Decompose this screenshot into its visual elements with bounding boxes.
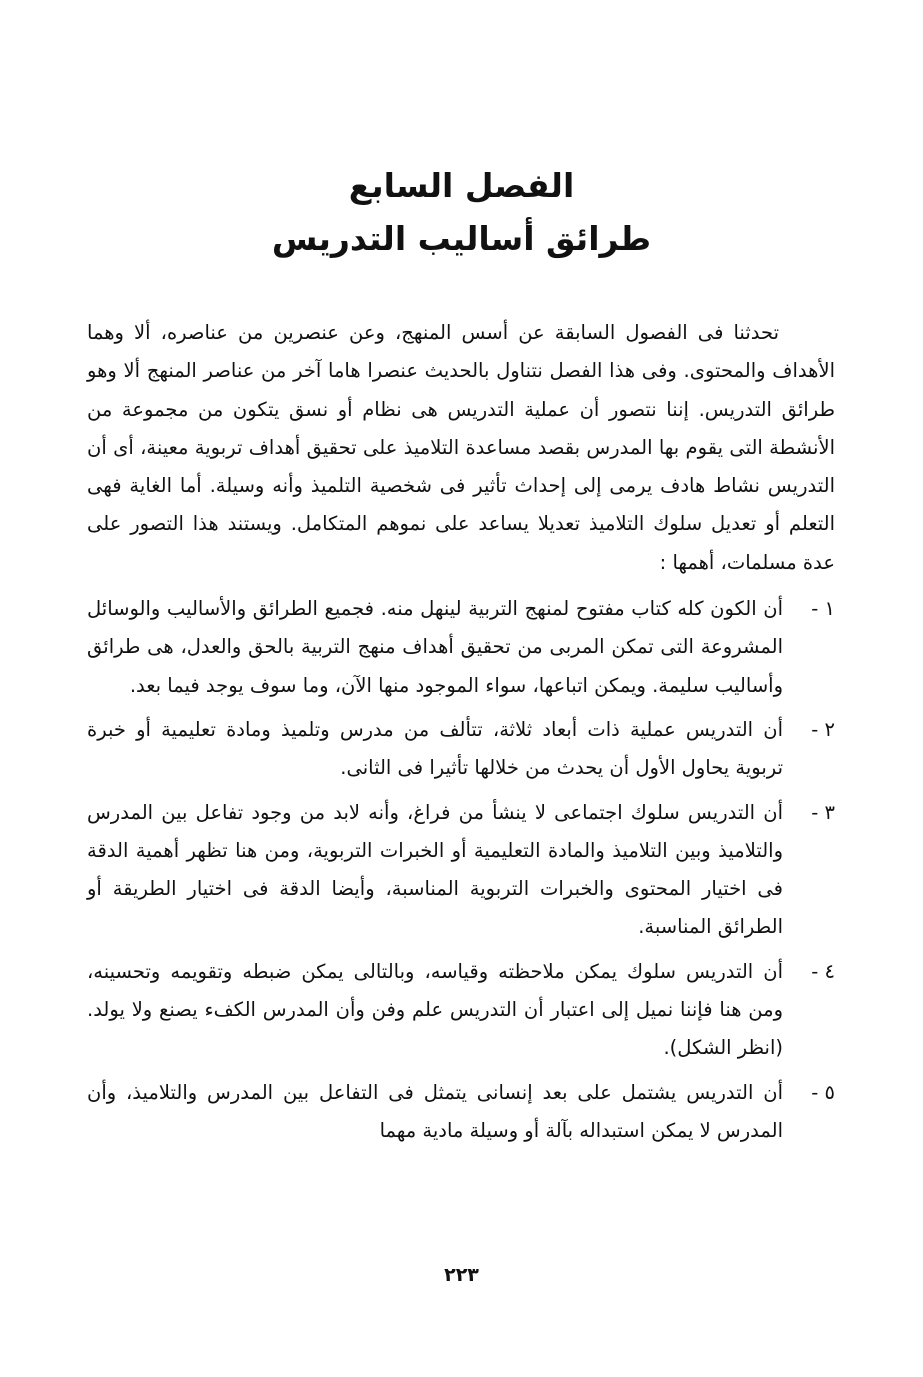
list-item: [87, 953, 835, 1068]
list-item: [87, 794, 835, 947]
premises-list: [87, 590, 835, 1150]
page-content: [87, 314, 835, 1156]
list-item-text: أن التدريس عملية ذات أبعاد ثلاثة، تتألف من مدرس وتلميذ ومادة تعليمية أو خبرة تربوية يحاول الأول أن يحدث من خلالها تأثيرا فى الثانى.: [87, 717, 783, 780]
list-item-number: ٥ -: [811, 1080, 835, 1104]
list-item-number: ٤ -: [811, 959, 835, 983]
page-number: ٢٢٣: [444, 1264, 479, 1286]
list-item-number: ١ -: [811, 597, 835, 621]
list-item-text: أن التدريس سلوك يمكن ملاحظته وقياسه، وبالتالى يمكن ضبطه وتقويمه وتحسينه، ومن هنا فإننا نميل إلى اعتبار أن التدريس علم وفن وأن المدرس الكفء يصنع ولا يولد.(انظر الشكل).: [87, 959, 783, 1060]
list-item-number: ٣ -: [811, 800, 835, 824]
list-item: [87, 590, 835, 705]
list-item-number: ٢ -: [811, 717, 835, 741]
chapter-title: طرائق أساليب التدريس: [271, 219, 652, 258]
list-item-text: أن الكون كله كتاب مفتوح لمنهج التربية لينهل منه. فجميع الطرائق والأساليب والوسائل المشروعة التى تمكن المربى من تحقيق أهداف منهج التربية بالحق والعدل، هى طرائق وأساليب سليمة. ويمكن اتباعها، سواء الموجود منها الآن، وما سوف يوجد فيما بعد.: [87, 597, 783, 697]
list-item: [87, 1074, 835, 1151]
list-item-text: أن التدريس يشتمل على بعد إنسانى يتمثل فى التفاعل بين المدرس والتلاميذ، وأن المدرس لا يمكن استبداله بآلة أو وسيلة مادية مهما: [87, 1080, 783, 1142]
chapter-number: الفصل السابع: [348, 166, 575, 205]
chapter-header: [0, 160, 923, 266]
list-item-text: أن التدريس سلوك اجتماعى لا ينشأ من فراغ، وأنه لابد من وجود تفاعل بين المدرس والتلاميذ وبين التلاميذ والمادة التعليمية أو الخبرات التربوية، ومن هنا تظهر أهمية الدقة فى اختيار المحتوى والخبرات التربوية المناسبة، وأيضا الدقة فى اختيار الطريقة أو الطرائق المناسبة.: [87, 800, 783, 939]
list-item: [87, 711, 835, 788]
intro-paragraph: تحدثنا فى الفصول السابقة عن أسس المنهج، وعن عنصرين من عناصره، ألا وهما الأهداف والمحتوى. وفى هذا الفصل نتناول بالحديث عنصرا هاما آخر من عناصر المنهج ألا وهو طرائق التدريس. إننا نتصور أن عملية التدريس هى نظام أو نسق يتكون من مجموعة من الأنشطة التى يقوم بها المدرس بقصد مساعدة التلاميذ على تحقيق أهداف تربوية معينة، أى أن التدريس نشاط هادف يرمى إلى إحداث تأثير فى شخصية التلميذ وأنه وسيلة. أما الغاية فهى التعلم أو تعديل سلوك التلاميذ تعديلا يساعد على نموهم المتكامل. ويستند هذا التصور على عدة مسلمات، أهمها :: [87, 321, 835, 574]
